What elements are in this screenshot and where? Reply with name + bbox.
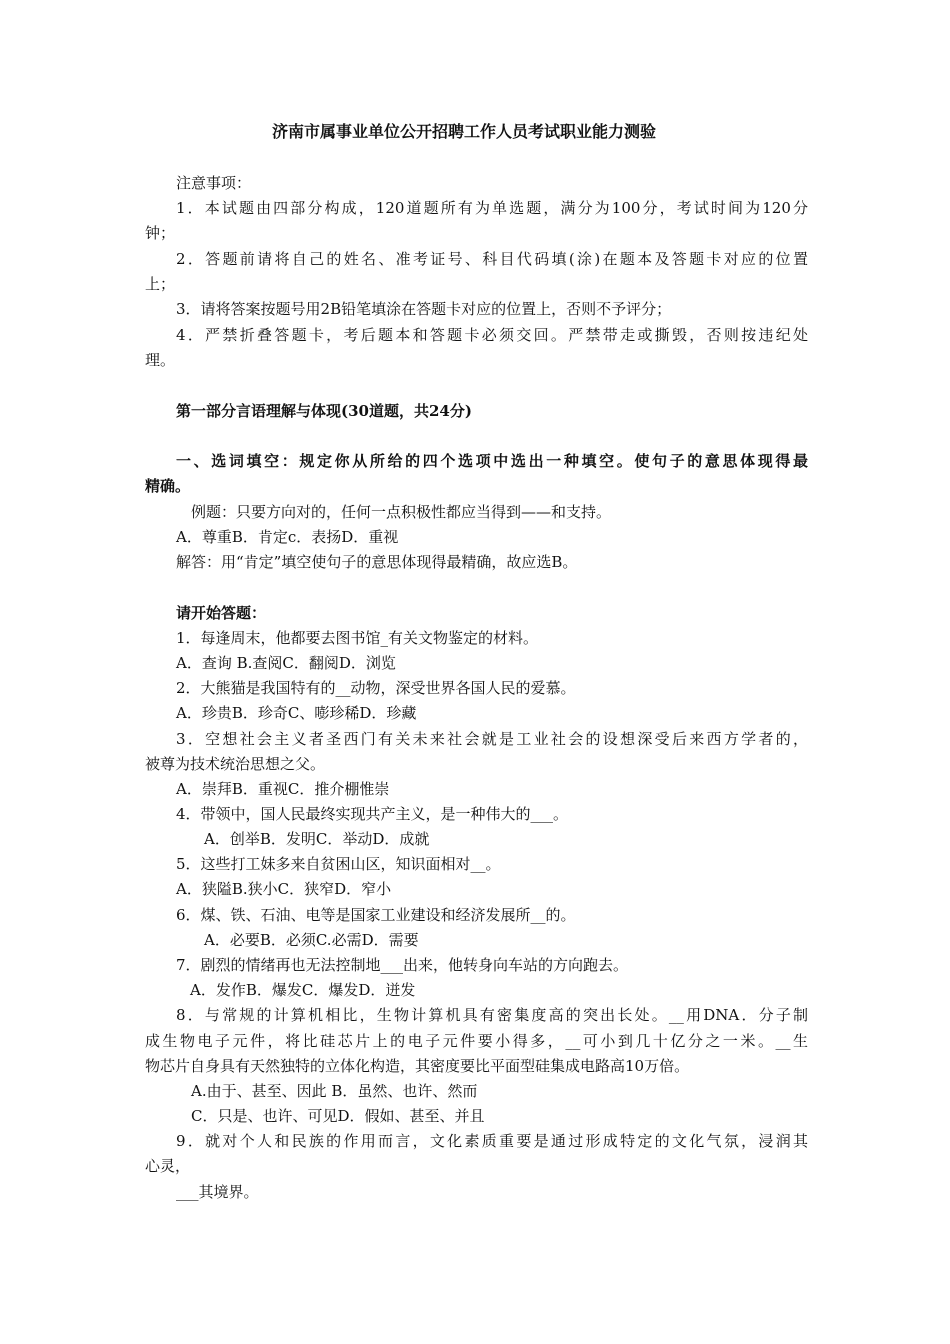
question-options: A．发作B．爆发C．爆发D．迸发 (190, 981, 416, 999)
part1-heading: 第一部分言语理解与体现(30道题，共24分) (176, 402, 472, 420)
question-text: 1．每逢周末，他都要去图书馆_有关文物鉴定的材料。 (176, 629, 539, 647)
document-title: 济南市属事业单位公开招聘工作人员考试职业能力测验 (272, 122, 657, 141)
notes-line: 1．本试题由四部分构成，120道题所有为单选题，满分为100分，考试时间为120分 (176, 199, 808, 217)
question-text-continued: 被尊为技术统治思想之父。 (145, 755, 326, 773)
question-text-continued: 成生物电子元件，将比硅芯片上的电子元件要小得多，__可小到几十亿分之一米。__生 (145, 1032, 808, 1050)
question-text: 7．剧烈的情绪再也无法控制地___出来，他转身向车站的方向跑去。 (176, 956, 629, 974)
question-text: 3．空想社会主义者圣西门有关未来社会就是工业社会的设想深受后来西方学者的， (176, 730, 808, 748)
question-options: A．创举B．发明C．举动D．成就 (204, 830, 430, 848)
example-options: A．尊重B．肯定c．表扬D．重视 (176, 528, 399, 546)
question-text: 9．就对个人和民族的作用而言，文化素质重要是通过形成特定的文化气氛，浸润其 (176, 1132, 808, 1150)
question-options: A．必要B．必须C.必需D．需要 (204, 931, 419, 949)
example-question: 例题：只要方向对的，任何一点积极性都应当得到——和支持。 (191, 503, 612, 521)
notes-line: 理。 (145, 351, 176, 369)
notes-line: 2．答题前请将自己的姓名、准考证号、科目代码填(涂)在题本及答题卡对应的位置 (176, 250, 808, 268)
question-text: 5．这些打工妹多来自贫困山区，知识面相对__。 (176, 855, 501, 873)
section-heading-continued: 精确。 (145, 477, 191, 495)
example-answer: 解答：用“肯定”填空使句子的意思体现得最精确，故应选B。 (176, 553, 578, 571)
notes-heading: 注意事项： (176, 174, 252, 192)
section-heading: 一、选词填空：规定你从所给的四个选项中选出一种填空。使句子的意思体现得最 (176, 452, 808, 470)
question-text-continued: ___其境界。 (176, 1183, 259, 1201)
question-options: A．珍贵B．珍奇C、嘭珍稀D．珍藏 (176, 704, 417, 722)
start-prompt: 请开始答题： (176, 604, 267, 622)
question-options: A．狭隘B.狭小C．狭窄D．窄小 (176, 880, 392, 898)
notes-line: 4．严禁折叠答题卡，考后题本和答题卡必须交回。严禁带走或撕毁，否则按违纪处 (176, 326, 808, 344)
notes-line: 上； (145, 275, 176, 293)
question-text-continued: 物芯片自身具有天然独特的立体化构造，其密度要比平面型硅集成电路高10万倍。 (145, 1057, 690, 1075)
notes-line: 3．请将答案按题号用2B铅笔填涂在答题卡对应的位置上，否则不予评分； (176, 300, 672, 318)
notes-line: 钟； (145, 224, 176, 242)
question-text: 4．带领中，国人民最终实现共产主义，是一种伟大的___。 (176, 805, 569, 823)
question-options: A.由于、甚至、因此 B．虽然、也许、然而 (191, 1082, 478, 1100)
question-text: 6．煤、铁、石油、电等是国家工业建设和经济发展所__的。 (176, 906, 576, 924)
question-options: C．只是、也许、可见D．假如、甚至、并且 (191, 1107, 485, 1125)
question-text-continued: 心灵， (145, 1157, 191, 1175)
question-text: 2．大熊猫是我国特有的__动物，深受世界各国人民的爱慕。 (176, 679, 576, 697)
question-options: A．查询 B.查阅C．翻阅D．浏览 (176, 654, 396, 672)
question-options: A．崇拜B．重视C．推介棚惟崇 (176, 780, 390, 798)
question-text: 8．与常规的计算机相比，生物计算机具有密集度高的突出长处。__用DNA．分子制 (176, 1006, 808, 1024)
